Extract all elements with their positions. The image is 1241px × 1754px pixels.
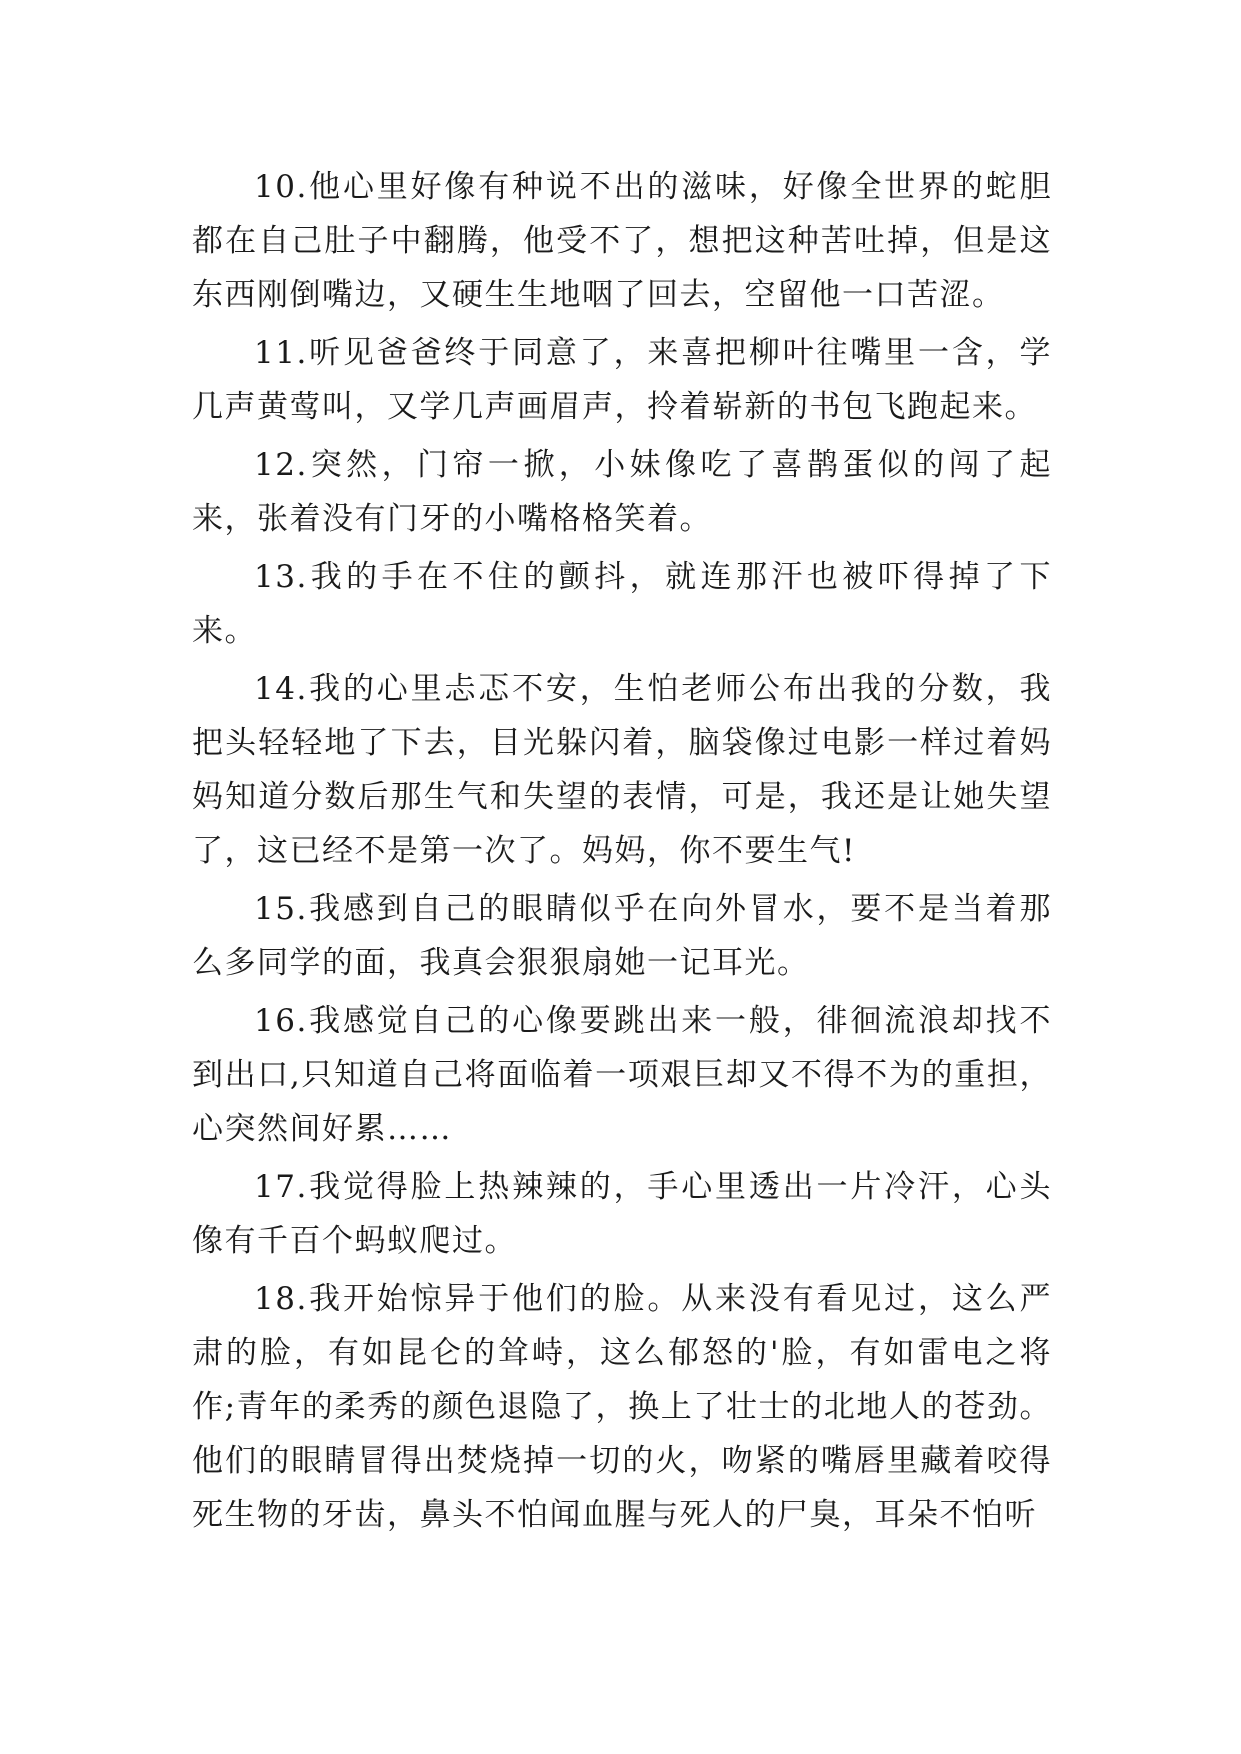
paragraph-17: 17.我觉得脸上热辣辣的，手心里透出一片冷汗，心头像有千百个蚂蚁爬过。 (192, 1169, 1052, 1259)
paragraph-13: 13.我的手在不住的颤抖，就连那汗也被吓得掉了下来。 (192, 559, 1052, 649)
paragraph-11: 11.听见爸爸终于同意了，来喜把柳叶往嘴里一含，学几声黄莺叫，又学几声画眉声，拎着崭新的书包飞跑起来。 (192, 335, 1052, 425)
paragraph-15: 15.我感到自己的眼睛似乎在向外冒水，要不是当着那么多同学的面，我真会狠狠扇她一记耳光。 (192, 891, 1052, 981)
paragraph-10: 10.他心里好像有种说不出的滋味，好像全世界的蛇胆都在自己肚子中翻腾，他受不了，想把这种苦吐掉，但是这东西刚倒嘴边，又硬生生地咽了回去，空留他一口苦涩。 (192, 169, 1052, 313)
paragraph-14: 14.我的心里忐忑不安，生怕老师公布出我的分数，我把头轻轻地了下去，目光躲闪着，脑袋像过电影一样过着妈妈知道分数后那生气和失望的表情，可是，我还是让她失望了，这已经不是第一次了。妈妈，你不要生气! (192, 671, 1052, 869)
paragraph-12: 12.突然，门帘一掀，小妹像吃了喜鹊蛋似的闯了起来，张着没有门牙的小嘴格格笑着。 (192, 447, 1052, 537)
paragraph-18: 18.我开始惊异于他们的脸。从来没有看见过，这么严肃的脸，有如昆仑的耸峙，这么郁怒的'脸，有如雷电之将作;青年的柔秀的颜色退隐了，换上了壮士的北地人的苍劲。他们的眼睛冒得出焚烧掉一切的火，吻紧的嘴唇里藏着咬得死生物的牙齿，鼻头不怕闻血腥与死人的尸臭，耳朵不怕听 (192, 1281, 1052, 1533)
document-body (192, 160, 1052, 1546)
paragraph-16: 16.我感觉自己的心像要跳出来一般，徘徊流浪却找不到出口,只知道自己将面临着一项艰巨却又不得不为的重担，心突然间好累…… (192, 1003, 1052, 1147)
